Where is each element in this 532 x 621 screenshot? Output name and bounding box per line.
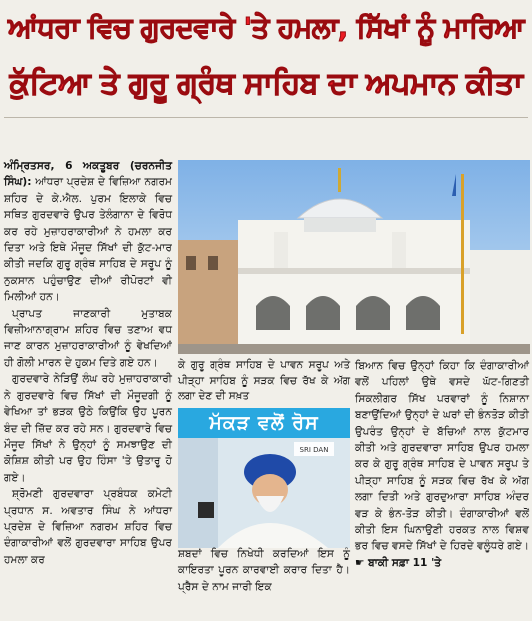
inset-heading: ਮੱਕੜ ਵਲੋਂ ਰੋਸ	[178, 408, 350, 438]
article-paragraph: ਸ਼੍ਰੋਮਣੀ ਗੁਰਦਵਾਰਾ ਪ੍ਰਬੰਧਕ ਕਮੇਟੀ ਪ੍ਰਧਾਨ ਸ. ਅਵਤਾਰ ਸਿੰਘ ਨੇ ਆਂਧਰਾ ਪ੍ਰਦੇਸ਼ ਦੇ ਵਿਜ਼ਿਆ ਨਗਰਮ ਸ਼ਹਿਰ ਵਿਚ ਦੰਗਾਕਾਰੀਆਂ ਵਲੋਂ ਗੁਰਦਵਾਰਾ ਸਾਹਿਬ ਉਪਰ ਹਮਲਾ ਕਰ	[4, 488, 172, 566]
mic-label: SRI DAN	[299, 446, 329, 454]
article-text: ਬਿਆਨ ਵਿਚ ਉਨ੍ਹਾਂ ਕਿਹਾ ਕਿ ਦੰਗਾਕਾਰੀਆਂ ਵਲੋਂ ਪਹਿਲਾਂ ਉਥੇ ਵਸਦੇ ਘੱਟ-ਗਿਣਤੀ ਸਿਕਲੀਗਰ ਸਿੱਖ ਪਰਵਾਰਾਂ ਨੂੰ ਨਿਸ਼ਾਨਾ ਬਣਾਉਂਦਿਆਂ ਉਨ੍ਹਾਂ ਦੇ ਘਰਾਂ ਦੀ ਭੰਨਤੋੜ ਕੀਤੀ ਉਪਰੰਤ ਉਨ੍ਹਾਂ ਦੇ ਬੱਚਿਆਂ ਨਾਲ ਕੁੱਟਮਾਰ ਕੀਤੀ ਅਤੇ ਗੁਰਦਵਾਰਾ ਸਾਹਿਬ ਉਪਰ ਹਮਲਾ ਕਰ ਕੇ ਗੁਰੂ ਗ੍ਰੰਥ ਸਾਹਿਬ ਦੇ ਪਾਵਨ ਸਰੂਪ ਤੇ ਪੀੜ੍ਹਾ ਸਾਹਿਬ ਨੂੰ ਸੜਕ ਵਿਚ ਰੱਖ ਕੇ ਅੱਗ ਲਗਾ ਦਿਤੀ ਅਤੇ ਗੁਰਦੁਆਰਾ ਸਾਹਿਬ ਅੰਦਰ ਵੜ ਕੇ ਭੰਨ-ਤੋੜ ਕੀਤੀ। ਦੰਗਾਕਾਰੀਆਂ ਵਲੋਂ ਕੀਤੀ ਇਸ ਘਿਨਾਉਣੀ ਹਰਕਤ ਨਾਲ ਵਿਸ਼ਵ ਭਰ ਵਿਚ ਵਸਦੇ ਸਿੱਖਾਂ ਦੇ ਹਿਰਦੇ ਵਲੂੰਧਰੇ ਗਏ।	[355, 360, 529, 553]
article-paragraph: ਪ੍ਰਾਪਤ ਜਾਣਕਾਰੀ ਮੁਤਾਬਕ ਵਿਜ਼ੀਆਨਾਗ੍ਰਾਮ ਸ਼ਹਿਰ ਵਿਚ ਤਣਾਅ ਵਧ ਜਾਣ ਕਾਰਨ ਮੁਜ਼ਾਹਰਾਕਾਰੀਆਂ ਨੂੰ ਵੇਖਦਿਆਂ ਹੀ ਗੋਲੀ ਮਾਰਨ ਦੇ ਹੁਕਮ ਦਿਤੇ ਗਏ ਹਨ।	[4, 307, 172, 369]
article-column-2-continued	[178, 546, 350, 595]
headline	[0, 0, 532, 118]
headline-line-2: ਕੁੱਟਿਆ ਤੇ ਗੁਰੂ ਗ੍ਰੰਥ ਸਾਹਿਬ ਦਾ ਅਪਮਾਨ ਕੀਤਾ	[9, 66, 523, 101]
article-column-3	[355, 358, 529, 571]
dateline: ਅੰਮ੍ਰਿਤਸਰ, 6 ਅਕਤੂਬਰ (ਚਰਨਜੀਤ ਸਿੰਘ):	[4, 160, 172, 189]
headline-divider	[4, 117, 528, 118]
article-paragraph	[355, 358, 529, 571]
gurdwara-photo	[178, 160, 530, 354]
article-paragraph: ਕੇ ਗੁਰੂ ਗ੍ਰੰਥ ਸਾਹਿਬ ਦੇ ਪਾਵਨ ਸਰੂਪ ਅਤੇ ਪੀੜ੍ਹਾ ਸਾਹਿਬ ਨੂੰ ਸੜਕ ਵਿਚ ਰੱਖ ਕੇ ਅੱਗ ਲਗਾ ਦੇਣ ਦੀ ਸਖ਼ਤ	[178, 359, 350, 403]
article-paragraph: ਗੁਰਦਵਾਰੇ ਨੇੜਿਉਂ ਲੰਘ ਰਹੇ ਮੁਜ਼ਾਹਰਾਕਾਰੀ ਨੇ ਗੁਰਦਵਾਰੇ ਵਿਚ ਸਿੱਖਾਂ ਦੀ ਮੌਜੂਦਗੀ ਨੂੰ ਵੇਖਿਆ ਤਾਂ ਭੜਕ ਉਠੇ ਕਿਉਂਕਿ ਉਹ ਪੂਰਨ ਬੰਦ ਦੀ ਜ਼ਿੱਦ ਕਰ ਰਹੇ ਸਨ। ਗੁਰਦਵਾਰੇ ਵਿਚ ਮੌਜੂਦ ਸਿੱਖਾਂ ਨੇ ਉਨ੍ਹਾਂ ਨੂੰ ਸਮਝਾਉਣ ਦੀ ਕੋਸ਼ਿਸ਼ ਕੀਤੀ ਪਰ ਉਹ ਹਿੰਸਾ 'ਤੇ ਉਤਾਰੂ ਹੋ ਗਏ।	[4, 373, 172, 484]
article-paragraph: ਸ਼ਬਦਾਂ ਵਿਚ ਨਿਖੇਧੀ ਕਰਦਿਆਂ ਇਸ ਨੂੰ ਕਾਇਰਤਾ ਪੂਰਨ ਕਾਰਵਾਈ ਕਰਾਰ ਦਿਤਾ ਹੈ। ਪ੍ਰੈਸ ਦੇ ਨਾਮ ਜਾਰੀ ਇਕ	[178, 548, 350, 593]
article-paragraph	[4, 158, 172, 306]
article-column-2	[178, 358, 350, 405]
article-text: ਆਂਧਰਾ ਪ੍ਰਦੇਸ਼ ਦੇ ਵਿਜ਼ਿਆ ਨਗਰਮ ਸ਼ਹਿਰ ਦੇ ਕੇ.ਐਲ. ਪੁਰਮ ਇਲਾਕੇ ਵਿਚ ਸਥਿਤ ਗੁਰਦਵਾਰੇ ਉਪਰ ਤੇਲੰਗਾਨਾ ਦੇ ਵਿਰੋਧ ਕਰ ਰਹੇ ਮੁਜ਼ਾਹਰਾਕਾਰੀਆਂ ਨੇ ਹਮਲਾ ਕਰ ਦਿਤਾ ਅਤੇ ਇਥੇ ਮੌਜੂਦ ਸਿੱਖਾਂ ਦੀ ਕੁੱਟ-ਮਾਰ ਕੀਤੀ ਜਦਕਿ ਗੁਰੂ ਗ੍ਰੰਥ ਸਾਹਿਬ ਦੇ ਸਰੂਪ ਨੂੰ ਨੁਕਸਾਨ ਪਹੁੰਚਾਉਣ ਦੀਆਂ ਰੀਪੋਰਟਾਂ ਵੀ ਮਿਲੀਆਂ ਹਨ।	[4, 176, 172, 304]
leader-photo	[178, 438, 350, 548]
inset-photo-box	[178, 408, 350, 548]
article-column-1	[4, 158, 172, 568]
headline-line-1: ਆਂਧਰਾ ਵਿਚ ਗੁਰਦਵਾਰੇ 'ਤੇ ਹਮਲਾ, ਸਿੱਖਾਂ ਨੂੰ ਮਾਰਿਆ	[8, 12, 524, 44]
continued-on-page: ☛ ਬਾਕੀ ਸਫ਼ਾ 11 'ਤੇ	[355, 556, 442, 569]
